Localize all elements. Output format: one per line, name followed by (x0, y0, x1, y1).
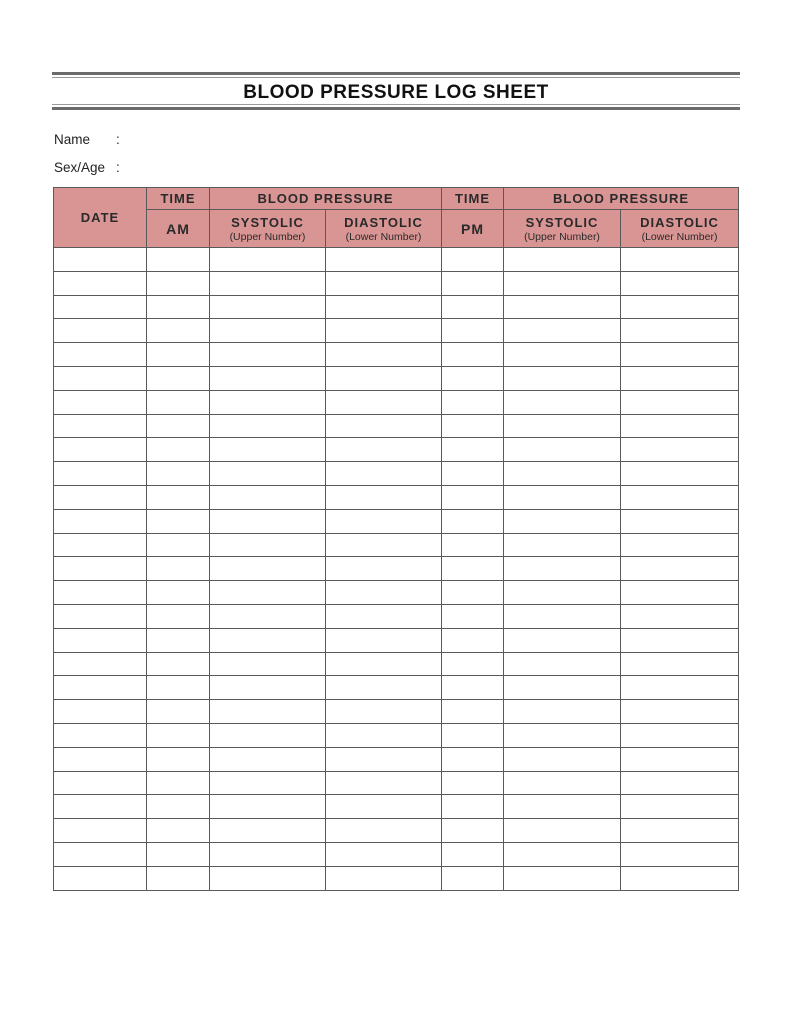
am-systolic-cell[interactable] (210, 723, 326, 747)
am-systolic-cell[interactable] (210, 271, 326, 295)
am-time-cell[interactable] (147, 819, 210, 843)
am-time-cell[interactable] (147, 533, 210, 557)
am-header: AM (147, 210, 210, 248)
pm-systolic-cell[interactable] (504, 390, 621, 414)
pm-systolic-cell[interactable] (504, 771, 621, 795)
pm-diastolic-cell[interactable] (621, 485, 739, 509)
date-cell[interactable] (54, 604, 147, 628)
am-diastolic-cell[interactable] (326, 462, 442, 486)
pm-systolic-cell[interactable] (504, 866, 621, 890)
am-diastolic-cell[interactable] (326, 628, 442, 652)
pm-header: PM (442, 210, 504, 248)
time-header-pm: TIME (442, 188, 504, 210)
pm-diastolic-cell[interactable] (621, 438, 739, 462)
date-cell[interactable] (54, 462, 147, 486)
table-row (54, 676, 739, 700)
date-cell[interactable] (54, 866, 147, 890)
pm-systolic-cell[interactable] (504, 747, 621, 771)
table-row (54, 295, 739, 319)
am-time-cell[interactable] (147, 509, 210, 533)
pm-diastolic-cell[interactable] (621, 723, 739, 747)
diastolic-sub-pm: (Lower Number) (641, 230, 718, 243)
date-cell[interactable] (54, 676, 147, 700)
am-systolic-cell[interactable] (210, 676, 326, 700)
pm-time-cell[interactable] (442, 628, 504, 652)
systolic-sub-pm: (Upper Number) (524, 230, 600, 243)
blood-pressure-log-table (53, 187, 739, 891)
am-systolic-cell[interactable] (210, 700, 326, 724)
pm-systolic-cell[interactable] (504, 557, 621, 581)
table-row (54, 795, 739, 819)
pm-systolic-cell[interactable] (504, 248, 621, 272)
table-row (54, 462, 739, 486)
systolic-label-am: SYSTOLIC (231, 214, 304, 230)
pm-time-cell[interactable] (442, 747, 504, 771)
systolic-sub-am: (Upper Number) (229, 230, 306, 243)
date-cell[interactable] (54, 557, 147, 581)
pm-time-cell[interactable] (442, 700, 504, 724)
pm-diastolic-cell[interactable] (621, 747, 739, 771)
am-diastolic-cell[interactable] (326, 557, 442, 581)
pm-diastolic-cell[interactable] (621, 414, 739, 438)
am-systolic-cell[interactable] (210, 795, 326, 819)
date-cell[interactable] (54, 581, 147, 605)
pm-diastolic-cell[interactable] (621, 795, 739, 819)
am-time-cell[interactable] (147, 414, 210, 438)
am-diastolic-cell[interactable] (326, 438, 442, 462)
am-systolic-cell[interactable] (210, 866, 326, 890)
am-time-cell[interactable] (147, 343, 210, 367)
am-diastolic-cell[interactable] (326, 842, 442, 866)
pm-systolic-cell[interactable] (504, 723, 621, 747)
am-systolic-cell[interactable] (210, 509, 326, 533)
diastolic-label-am: DIASTOLIC (344, 214, 423, 230)
pm-time-cell[interactable] (442, 438, 504, 462)
pm-time-cell[interactable] (442, 557, 504, 581)
title-band (52, 72, 740, 110)
date-cell[interactable] (54, 366, 147, 390)
am-systolic-cell[interactable] (210, 771, 326, 795)
date-cell[interactable] (54, 771, 147, 795)
am-time-cell[interactable] (147, 248, 210, 272)
pm-systolic-cell[interactable] (504, 366, 621, 390)
pm-systolic-cell[interactable] (504, 581, 621, 605)
pm-systolic-cell[interactable] (504, 676, 621, 700)
am-diastolic-cell[interactable] (326, 533, 442, 557)
pm-diastolic-cell[interactable] (621, 319, 739, 343)
table-row (54, 723, 739, 747)
am-systolic-cell[interactable] (210, 343, 326, 367)
blood-pressure-header-am: BLOOD PRESSURE (210, 188, 442, 210)
am-time-cell[interactable] (147, 581, 210, 605)
am-diastolic-cell[interactable] (326, 581, 442, 605)
am-time-cell[interactable] (147, 557, 210, 581)
pm-systolic-cell[interactable] (504, 533, 621, 557)
pm-diastolic-cell[interactable] (621, 248, 739, 272)
am-diastolic-cell[interactable] (326, 700, 442, 724)
am-diastolic-cell[interactable] (326, 343, 442, 367)
name-colon: : (116, 132, 120, 147)
date-cell[interactable] (54, 842, 147, 866)
am-systolic-cell[interactable] (210, 581, 326, 605)
pm-systolic-cell[interactable] (504, 795, 621, 819)
pm-time-cell[interactable] (442, 390, 504, 414)
date-cell[interactable] (54, 819, 147, 843)
pm-systolic-cell[interactable] (504, 319, 621, 343)
am-diastolic-cell[interactable] (326, 295, 442, 319)
pm-systolic-cell[interactable] (504, 343, 621, 367)
table-row (54, 438, 739, 462)
table-row (54, 319, 739, 343)
pm-diastolic-cell[interactable] (621, 866, 739, 890)
am-systolic-cell[interactable] (210, 319, 326, 343)
time-header-am: TIME (147, 188, 210, 210)
am-time-cell[interactable] (147, 390, 210, 414)
header-row-bottom (54, 210, 739, 248)
am-diastolic-cell[interactable] (326, 795, 442, 819)
pm-diastolic-cell[interactable] (621, 462, 739, 486)
am-diastolic-cell[interactable] (326, 747, 442, 771)
am-systolic-cell[interactable] (210, 485, 326, 509)
table-row (54, 557, 739, 581)
diastolic-header-pm (621, 210, 739, 248)
am-systolic-cell[interactable] (210, 557, 326, 581)
date-cell[interactable] (54, 414, 147, 438)
name-field (54, 132, 120, 147)
log-body (54, 248, 739, 891)
date-cell[interactable] (54, 295, 147, 319)
sex-age-label: Sex/Age (54, 160, 106, 175)
pm-time-cell[interactable] (442, 271, 504, 295)
pm-time-cell[interactable] (442, 485, 504, 509)
am-diastolic-cell[interactable] (326, 248, 442, 272)
systolic-header-pm (504, 210, 621, 248)
am-systolic-cell[interactable] (210, 819, 326, 843)
page-title: BLOOD PRESSURE LOG SHEET (243, 82, 549, 103)
header-row-top (54, 188, 739, 210)
pm-diastolic-cell[interactable] (621, 533, 739, 557)
table-row (54, 533, 739, 557)
sex-age-field (54, 160, 120, 175)
table-row (54, 700, 739, 724)
am-diastolic-cell[interactable] (326, 652, 442, 676)
am-time-cell[interactable] (147, 604, 210, 628)
table-row (54, 771, 739, 795)
pm-time-cell[interactable] (442, 414, 504, 438)
am-diastolic-cell[interactable] (326, 509, 442, 533)
am-diastolic-cell[interactable] (326, 319, 442, 343)
pm-diastolic-cell[interactable] (621, 295, 739, 319)
am-time-cell[interactable] (147, 700, 210, 724)
am-time-cell[interactable] (147, 438, 210, 462)
pm-time-cell[interactable] (442, 842, 504, 866)
am-diastolic-cell[interactable] (326, 604, 442, 628)
pm-time-cell[interactable] (442, 676, 504, 700)
pm-diastolic-cell[interactable] (621, 819, 739, 843)
pm-systolic-cell[interactable] (504, 414, 621, 438)
table-row (54, 414, 739, 438)
pm-time-cell[interactable] (442, 343, 504, 367)
date-cell[interactable] (54, 795, 147, 819)
diastolic-label-pm: DIASTOLIC (640, 214, 719, 230)
am-time-cell[interactable] (147, 771, 210, 795)
pm-diastolic-cell[interactable] (621, 509, 739, 533)
am-diastolic-cell[interactable] (326, 676, 442, 700)
am-time-cell[interactable] (147, 366, 210, 390)
pm-diastolic-cell[interactable] (621, 771, 739, 795)
pm-systolic-cell[interactable] (504, 509, 621, 533)
pm-time-cell[interactable] (442, 723, 504, 747)
date-cell[interactable] (54, 628, 147, 652)
table-row (54, 747, 739, 771)
pm-time-cell[interactable] (442, 604, 504, 628)
diastolic-header-am (326, 210, 442, 248)
am-time-cell[interactable] (147, 866, 210, 890)
am-systolic-cell[interactable] (210, 462, 326, 486)
pm-time-cell[interactable] (442, 509, 504, 533)
pm-time-cell[interactable] (442, 295, 504, 319)
date-cell[interactable] (54, 533, 147, 557)
am-diastolic-cell[interactable] (326, 271, 442, 295)
table-row (54, 271, 739, 295)
am-diastolic-cell[interactable] (326, 414, 442, 438)
pm-time-cell[interactable] (442, 795, 504, 819)
am-time-cell[interactable] (147, 271, 210, 295)
table-row (54, 628, 739, 652)
pm-diastolic-cell[interactable] (621, 604, 739, 628)
pm-time-cell[interactable] (442, 819, 504, 843)
am-time-cell[interactable] (147, 485, 210, 509)
am-systolic-cell[interactable] (210, 390, 326, 414)
date-cell[interactable] (54, 390, 147, 414)
pm-systolic-cell[interactable] (504, 271, 621, 295)
pm-time-cell[interactable] (442, 652, 504, 676)
am-time-cell[interactable] (147, 795, 210, 819)
am-time-cell[interactable] (147, 295, 210, 319)
am-diastolic-cell[interactable] (326, 866, 442, 890)
date-cell[interactable] (54, 319, 147, 343)
pm-diastolic-cell[interactable] (621, 652, 739, 676)
table-row (54, 604, 739, 628)
date-cell[interactable] (54, 271, 147, 295)
am-time-cell[interactable] (147, 652, 210, 676)
table-row (54, 842, 739, 866)
table-row (54, 390, 739, 414)
table-row (54, 819, 739, 843)
pm-time-cell[interactable] (442, 248, 504, 272)
pm-diastolic-cell[interactable] (621, 842, 739, 866)
pm-systolic-cell[interactable] (504, 700, 621, 724)
am-systolic-cell[interactable] (210, 414, 326, 438)
pm-systolic-cell[interactable] (504, 628, 621, 652)
am-diastolic-cell[interactable] (326, 390, 442, 414)
table-row (54, 366, 739, 390)
am-systolic-cell[interactable] (210, 438, 326, 462)
table-row (54, 248, 739, 272)
pm-time-cell[interactable] (442, 866, 504, 890)
am-diastolic-cell[interactable] (326, 723, 442, 747)
pm-time-cell[interactable] (442, 771, 504, 795)
pm-diastolic-cell[interactable] (621, 700, 739, 724)
pm-diastolic-cell[interactable] (621, 676, 739, 700)
am-systolic-cell[interactable] (210, 747, 326, 771)
am-systolic-cell[interactable] (210, 248, 326, 272)
pm-systolic-cell[interactable] (504, 462, 621, 486)
table-row (54, 866, 739, 890)
am-diastolic-cell[interactable] (326, 819, 442, 843)
pm-time-cell[interactable] (442, 533, 504, 557)
pm-systolic-cell[interactable] (504, 438, 621, 462)
am-diastolic-cell[interactable] (326, 485, 442, 509)
date-header: DATE (54, 188, 147, 248)
pm-diastolic-cell[interactable] (621, 557, 739, 581)
date-cell[interactable] (54, 509, 147, 533)
table-row (54, 581, 739, 605)
am-systolic-cell[interactable] (210, 366, 326, 390)
pm-diastolic-cell[interactable] (621, 271, 739, 295)
am-time-cell[interactable] (147, 676, 210, 700)
pm-systolic-cell[interactable] (504, 652, 621, 676)
am-time-cell[interactable] (147, 723, 210, 747)
pm-diastolic-cell[interactable] (621, 343, 739, 367)
am-systolic-cell[interactable] (210, 533, 326, 557)
name-label: Name (54, 132, 91, 147)
pm-systolic-cell[interactable] (504, 295, 621, 319)
pm-time-cell[interactable] (442, 462, 504, 486)
pm-diastolic-cell[interactable] (621, 628, 739, 652)
pm-diastolic-cell[interactable] (621, 581, 739, 605)
pm-diastolic-cell[interactable] (621, 366, 739, 390)
am-diastolic-cell[interactable] (326, 771, 442, 795)
table-row (54, 485, 739, 509)
am-time-cell[interactable] (147, 462, 210, 486)
am-systolic-cell[interactable] (210, 604, 326, 628)
date-cell[interactable] (54, 723, 147, 747)
table-row (54, 343, 739, 367)
table-row (54, 652, 739, 676)
date-cell[interactable] (54, 652, 147, 676)
date-cell[interactable] (54, 485, 147, 509)
am-systolic-cell[interactable] (210, 842, 326, 866)
date-cell[interactable] (54, 343, 147, 367)
diastolic-sub-am: (Lower Number) (345, 230, 422, 243)
date-cell[interactable] (54, 438, 147, 462)
pm-diastolic-cell[interactable] (621, 390, 739, 414)
am-time-cell[interactable] (147, 842, 210, 866)
date-cell[interactable] (54, 700, 147, 724)
table-row (54, 509, 739, 533)
systolic-label-pm: SYSTOLIC (525, 214, 599, 230)
am-systolic-cell[interactable] (210, 652, 326, 676)
pm-systolic-cell[interactable] (504, 842, 621, 866)
pm-time-cell[interactable] (442, 581, 504, 605)
pm-systolic-cell[interactable] (504, 485, 621, 509)
systolic-header-am (210, 210, 326, 248)
date-cell[interactable] (54, 747, 147, 771)
sex-age-colon: : (116, 160, 120, 175)
am-time-cell[interactable] (147, 319, 210, 343)
am-time-cell[interactable] (147, 628, 210, 652)
blood-pressure-header-pm: BLOOD PRESSURE (504, 188, 739, 210)
pm-systolic-cell[interactable] (504, 604, 621, 628)
am-systolic-cell[interactable] (210, 295, 326, 319)
am-systolic-cell[interactable] (210, 628, 326, 652)
pm-systolic-cell[interactable] (504, 819, 621, 843)
am-diastolic-cell[interactable] (326, 366, 442, 390)
date-cell[interactable] (54, 248, 147, 272)
pm-time-cell[interactable] (442, 366, 504, 390)
am-time-cell[interactable] (147, 747, 210, 771)
pm-time-cell[interactable] (442, 319, 504, 343)
